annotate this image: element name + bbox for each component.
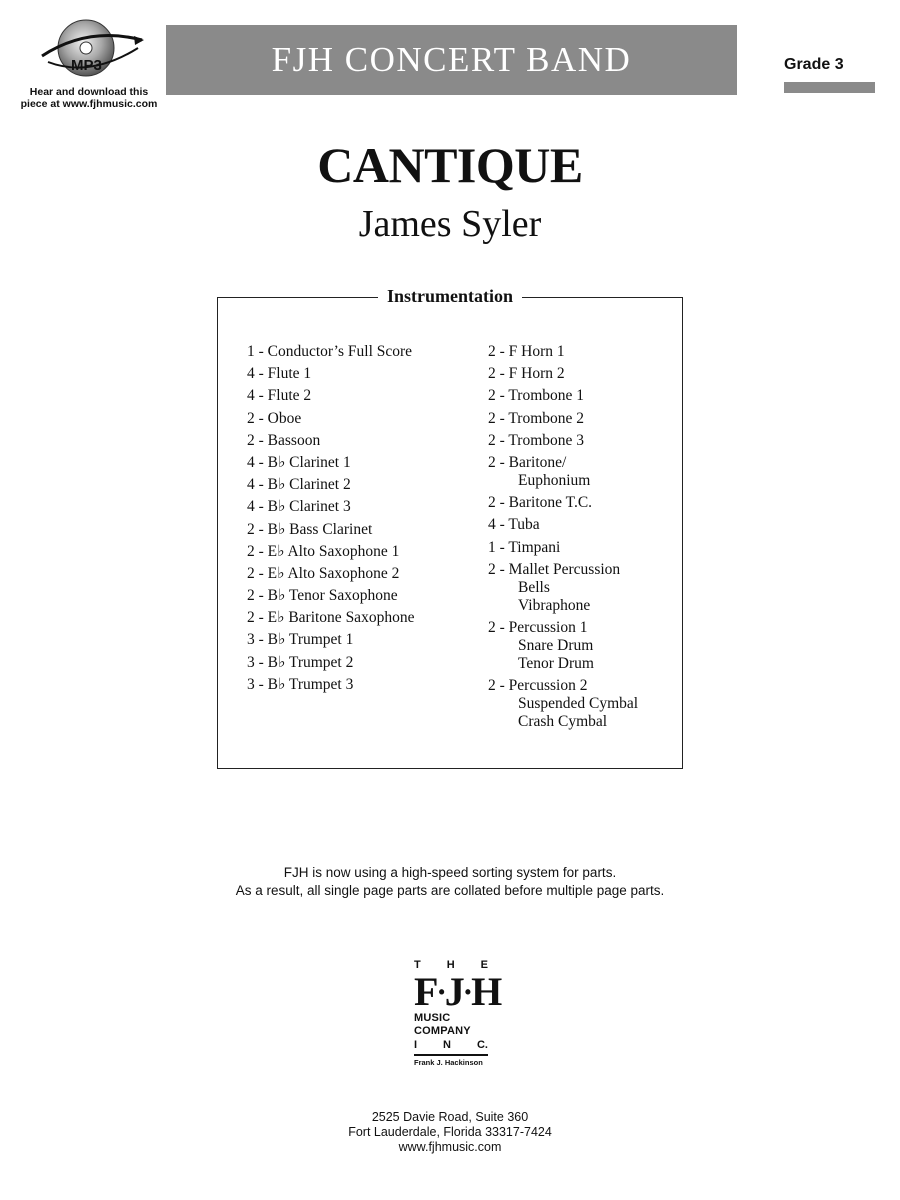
composer-name: James Syler xyxy=(358,203,542,245)
logo-letter: I xyxy=(414,1039,418,1051)
logo-music: MUSIC xyxy=(414,1012,451,1024)
publisher-logo xyxy=(414,958,503,1068)
instrument-item: 1 - Conductor’s Full Score xyxy=(247,343,413,360)
instrument-label: 2 - Trombone 1 xyxy=(488,387,585,405)
logo-dot-icon: • xyxy=(464,982,472,1002)
series-banner: FJH CONCERT BAND xyxy=(166,25,737,95)
piece-title: CANTIQUE xyxy=(317,137,583,193)
logo-divider xyxy=(414,1054,488,1056)
sorting-note-line2: As a result, all single page parts are collated before multiple page parts. xyxy=(235,883,665,898)
instrument-subitem: Bells xyxy=(518,578,550,596)
instrument-item xyxy=(488,343,678,361)
instrument-list-right xyxy=(488,343,678,735)
instrument-item: 4 - B♭ Clarinet 3 xyxy=(247,498,351,516)
instrument-label: 2 - Percussion 1 xyxy=(488,618,588,636)
instrument-item: 2 - Oboe xyxy=(247,409,302,427)
instrument-item: 2 - Bassoon xyxy=(247,431,321,449)
mp3-caption-line1: Hear and download this xyxy=(29,86,149,98)
mp3-disc-icon xyxy=(38,18,148,86)
address-website: www.fjhmusic.com xyxy=(398,1140,502,1154)
logo-founder: Frank J. Hackinson xyxy=(414,1057,483,1067)
instrument-item: 3 - B♭ Trumpet 3 xyxy=(247,675,354,693)
logo-letter-f: F xyxy=(414,969,439,1014)
instrument-item xyxy=(488,561,678,615)
instrument-item xyxy=(488,494,678,512)
instrument-item xyxy=(488,387,678,405)
logo-letter-h: H xyxy=(471,969,503,1014)
instrument-item: 4 - Flute 1 xyxy=(247,365,312,383)
instrument-list-left xyxy=(247,343,477,698)
instrument-item: 4 - B♭ Clarinet 1 xyxy=(247,453,351,471)
instrument-item: 3 - B♭ Trumpet 1 xyxy=(247,631,354,649)
instrument-label: 2 - Baritone T.C. xyxy=(488,494,593,512)
instrument-item: 3 - B♭ Trumpet 2 xyxy=(247,653,354,671)
logo-letter: H xyxy=(446,959,455,971)
instrument-label: 2 - F Horn 1 xyxy=(488,343,565,360)
logo-letter: N xyxy=(443,1039,451,1051)
instrument-subitem: Suspended Cymbal xyxy=(518,695,639,713)
instrument-subitem: Vibraphone xyxy=(518,596,591,614)
address-line1: 2525 Davie Road, Suite 360 xyxy=(371,1110,529,1124)
instrument-label: 2 - Mallet Percussion xyxy=(488,560,621,578)
instrument-label: 2 - Baritone/ xyxy=(488,453,567,471)
instrument-subitem: Euphonium xyxy=(518,471,591,489)
mp3-caption-line2: piece at www.fjhmusic.com xyxy=(20,98,158,110)
sorting-note xyxy=(0,864,900,900)
instrument-item: 2 - E♭ Baritone Saxophone xyxy=(247,609,415,627)
instrument-item: 2 - B♭ Bass Clarinet xyxy=(247,520,373,538)
instrument-label: 2 - Trombone 3 xyxy=(488,431,585,449)
instrumentation-heading-text: Instrumentation xyxy=(378,286,522,306)
instrument-label: 2 - Trombone 2 xyxy=(488,409,585,427)
instrument-item xyxy=(488,454,678,490)
instrument-item: 2 - B♭ Tenor Saxophone xyxy=(247,587,398,605)
instrument-item: 4 - Flute 2 xyxy=(247,387,312,405)
logo-bottom-row xyxy=(414,1038,488,1052)
logo-letter: E xyxy=(480,959,488,971)
logo-letter-j: J xyxy=(444,969,465,1014)
instrument-subitem: Crash Cymbal xyxy=(518,713,608,731)
sorting-note-line1: FJH is now using a high-speed sorting system for parts. xyxy=(283,865,617,880)
instrument-item: 2 - E♭ Alto Saxophone 2 xyxy=(247,564,400,582)
grade-label: Grade 3 xyxy=(784,56,844,73)
instrument-item: 4 - B♭ Clarinet 2 xyxy=(247,476,351,494)
instrument-item xyxy=(488,539,678,557)
address-line2: Fort Lauderdale, Florida 33317-7424 xyxy=(348,1125,552,1139)
mp3-label: MP3 xyxy=(71,57,102,74)
grade-bar xyxy=(784,82,875,93)
instrument-label: 2 - Percussion 2 xyxy=(488,677,588,695)
instrument-label: 4 - Tuba xyxy=(488,516,540,534)
publisher-address xyxy=(0,1110,900,1155)
instrument-subitem: Snare Drum xyxy=(518,636,594,654)
logo-fjh xyxy=(414,969,503,1014)
instrument-item xyxy=(488,677,678,731)
logo-company: COMPANY xyxy=(414,1025,471,1037)
instrument-item xyxy=(488,516,678,534)
instrument-item xyxy=(488,432,678,450)
instrument-label: 2 - F Horn 2 xyxy=(488,365,565,383)
logo-letter: C. xyxy=(476,1039,488,1051)
mp3-caption xyxy=(14,86,164,110)
logo-letter: T xyxy=(414,959,421,971)
instrument-item xyxy=(488,619,678,673)
instrument-item xyxy=(488,365,678,383)
instrument-item: 2 - E♭ Alto Saxophone 1 xyxy=(247,542,400,560)
logo-dot-icon: • xyxy=(438,982,445,1002)
instrument-subitem: Tenor Drum xyxy=(518,654,594,672)
instrument-label: 1 - Timpani xyxy=(488,538,561,556)
instrument-item xyxy=(488,410,678,428)
